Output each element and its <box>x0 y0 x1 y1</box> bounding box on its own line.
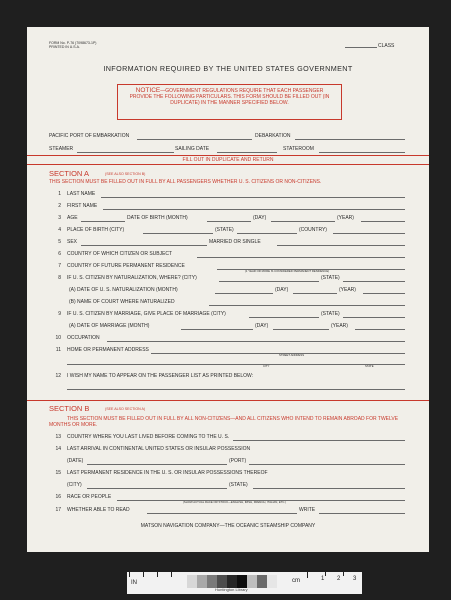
ruler-tick <box>325 572 326 576</box>
ruler-tick <box>157 572 158 577</box>
arrival-port-label: (PORT) <box>229 458 247 464</box>
sailing-date-field[interactable] <box>217 152 277 153</box>
section-a-title: SECTION A <box>49 169 90 178</box>
port-of-embarkation-field[interactable] <box>137 139 252 140</box>
item-number: 15 <box>55 470 61 476</box>
ruler-tick <box>307 572 308 578</box>
debarkation-label: DEBARKATION <box>255 133 291 139</box>
ruler-tick <box>143 572 144 577</box>
steamer-label: STEAMER <box>49 146 74 152</box>
first-name-field[interactable] <box>103 209 405 210</box>
birth-city-label: PLACE OF BIRTH (CITY) <box>67 227 125 233</box>
gray-swatch <box>187 575 197 588</box>
street-address-caption: STREET ADDRESS <box>279 353 305 357</box>
birth-state-label: (STATE) <box>215 227 234 233</box>
marriage-day-field[interactable] <box>273 329 329 330</box>
able-to-write-field[interactable] <box>319 513 405 514</box>
citizenship-label: COUNTRY OF WHICH CITIZEN OR SUBJECT <box>67 251 173 257</box>
class-label: CLASS <box>378 43 395 49</box>
street-address-field[interactable] <box>151 353 405 354</box>
last-arrival-label: LAST ARRIVAL IN CONTINENTAL UNITED STATES OR INSULAR POSSESSION <box>67 446 251 452</box>
race-note: (SHOW ACTUAL RACE OR STOCK—ENGLISH, IRISH, FRENCH, ITALIAN, ETC.) <box>183 500 287 504</box>
steamer-field[interactable] <box>77 152 174 153</box>
occupation-field[interactable] <box>107 341 405 342</box>
naturalization-state-label: (STATE) <box>321 275 340 281</box>
item-number: 2 <box>58 203 61 209</box>
occupation-label: OCCUPATION <box>67 335 100 341</box>
marriage-state-field[interactable] <box>343 317 405 318</box>
citizenship-field[interactable] <box>197 257 405 258</box>
city-caption: CITY <box>263 364 270 368</box>
form-title: INFORMATION REQUIRED BY THE UNITED STATES GOVERNMENT <box>103 64 353 73</box>
notice-text: —GOVERNMENT REGULATIONS REQUIRE THAT EACH PASSENGER PROVIDE THE FOLLOWING PARTICULARS. THIS FORM SHOULD BE FILLED OUT (IN DUPLICATE) IN THE MANNER SPECIFIED BELOW. <box>129 88 330 106</box>
naturalization-year-label: (YEAR) <box>339 287 356 293</box>
section-a-instruction: THIS SECTION MUST BE FILLED OUT IN FULL BY ALL PASSENGERS WHETHER U. S. CITIZENS OR NON-CITIZENS. <box>49 179 322 185</box>
naturalization-day-label: (DAY) <box>275 287 289 293</box>
residence-state-field[interactable] <box>253 488 405 489</box>
item-number: 6 <box>58 251 61 257</box>
naturalization-city-label: IF U. S. CITIZEN BY NATURALIZATION, WHERE? (CITY) <box>67 275 197 281</box>
ruler-tick <box>129 572 130 577</box>
cm-label: cm <box>292 578 300 584</box>
naturalization-year-field[interactable] <box>363 293 405 294</box>
library-credit: Huntington Library <box>215 587 248 592</box>
marriage-city-field[interactable] <box>249 317 319 318</box>
port-of-embarkation-label: PACIFIC PORT OF EMBARKATION <box>49 133 130 139</box>
notice-box <box>117 84 342 120</box>
item-number: 4 <box>58 227 61 233</box>
marriage-year-label: (YEAR) <box>331 323 348 329</box>
residence-city-label: (CITY) <box>67 482 82 488</box>
age-label: AGE <box>67 215 78 221</box>
section-b-title: SECTION B <box>49 404 90 413</box>
ruler-mark: 1 <box>321 576 325 582</box>
marriage-day-label: (DAY) <box>255 323 269 329</box>
divider-top-2 <box>27 164 429 165</box>
last-country-label: COUNTRY WHERE YOU LAST LIVED BEFORE COMING TO THE U. S. <box>67 434 230 440</box>
naturalization-day-field[interactable] <box>293 293 337 294</box>
sex-label: SEX <box>67 239 78 245</box>
marriage-month-field[interactable] <box>181 329 253 330</box>
marriage-date-label: (A) DATE OF MARRIAGE (MONTH) <box>69 323 150 329</box>
dob-month-label: DATE OF BIRTH (MONTH) <box>127 215 188 221</box>
class-field[interactable] <box>345 47 377 48</box>
gray-swatch <box>257 575 267 588</box>
scale-ruler <box>127 572 362 594</box>
item-number: 10 <box>55 335 61 341</box>
last-name-label: LAST NAME <box>67 191 96 197</box>
dob-day-label: (DAY) <box>253 215 267 221</box>
item-number: 7 <box>58 263 61 269</box>
able-to-read-field[interactable] <box>147 513 297 514</box>
arrival-port-field[interactable] <box>249 464 405 465</box>
first-name-label: FIRST NAME <box>67 203 98 209</box>
ruler-mark: 3 <box>353 576 357 582</box>
state-caption: STATE <box>365 364 374 368</box>
able-to-read-label: WHETHER ABLE TO READ <box>67 507 130 513</box>
age-field[interactable] <box>81 221 125 222</box>
marriage-year-field[interactable] <box>355 329 405 330</box>
section-a-see-also: (SEE ALSO SECTION B) <box>105 172 146 176</box>
item-number: 3 <box>58 215 61 221</box>
inch-label: IN <box>131 580 137 586</box>
home-address-label: HOME OR PERMANENT ADDRESS <box>67 347 149 353</box>
naturalization-date-label: (A) DATE OF U. S. NATURALIZATION (MONTH) <box>69 287 178 293</box>
item-number: 17 <box>55 507 61 513</box>
printed-in: PRINTED IN U.S.A. <box>49 45 80 49</box>
gray-swatch <box>197 575 207 588</box>
item-number: 5 <box>58 239 61 245</box>
marriage-state-label: (STATE) <box>321 311 340 317</box>
item-number: 13 <box>55 434 61 440</box>
item-number: 12 <box>55 373 61 379</box>
notice-heading: NOTICE <box>135 87 161 94</box>
gray-swatch <box>267 575 277 588</box>
item-number: 14 <box>55 446 61 452</box>
item-number: 1 <box>58 191 61 197</box>
naturalization-month-field[interactable] <box>215 293 273 294</box>
birth-country-field[interactable] <box>333 233 405 234</box>
sailing-date-label: SAILING DATE <box>175 146 210 152</box>
item-number: 9 <box>58 311 61 317</box>
court-label: (B) NAME OF COURT WHERE NATURALIZED <box>69 299 175 305</box>
divider-middle <box>27 400 429 401</box>
form-sheet <box>27 27 429 552</box>
fill-out-notice: FILL OUT IN DUPLICATE AND RETURN <box>182 157 274 163</box>
last-residence-label: LAST PERMANENT RESIDENCE IN THE U. S. OR INSULAR POSSESSIONS THEREOF <box>67 470 268 476</box>
footer-company: MATSON NAVIGATION COMPANY—THE OCEANIC STEAMSHIP COMPANY <box>140 523 316 529</box>
marital-status-field[interactable] <box>277 245 405 246</box>
section-b-see-also: (SEE ALSO SECTION A) <box>105 407 146 411</box>
ruler-tick <box>343 572 344 576</box>
residence-note: (1 YEAR OR MORE IS CONSIDERED PERMANENT RESIDENCE) <box>245 269 330 273</box>
item-number: 11 <box>55 347 61 353</box>
court-field[interactable] <box>209 305 405 306</box>
dob-day-field[interactable] <box>271 221 335 222</box>
passenger-list-label: I WISH MY NAME TO APPEAR ON THE PASSENGER LIST AS PRINTED BELOW: <box>67 373 254 379</box>
marriage-city-label: IF U. S. CITIZEN BY MARRIAGE, GIVE PLACE OF MARRIAGE (CITY) <box>67 311 226 317</box>
race-label: RACE OR PEOPLE <box>67 494 112 500</box>
dob-month-field[interactable] <box>207 221 251 222</box>
naturalization-city-field[interactable] <box>219 281 319 282</box>
stateroom-field[interactable] <box>319 152 405 153</box>
item-number: 8 <box>58 275 61 281</box>
residence-city-field[interactable] <box>87 488 227 489</box>
future-residence-label: COUNTRY OF FUTURE PERMANENT RESIDENCE <box>67 263 185 269</box>
divider-top <box>27 155 429 156</box>
birth-state-field[interactable] <box>237 233 297 234</box>
birth-country-label: (COUNTRY) <box>299 227 327 233</box>
passenger-list-name-field[interactable] <box>67 389 405 390</box>
arrival-date-field[interactable] <box>87 464 227 465</box>
marital-status-label: MARRIED OR SINGLE <box>209 239 261 245</box>
section-b-instruction: THIS SECTION MUST BE FILLED OUT IN FULL BY ALL NON-CITIZENS—AND ALL CITIZENS WHO INTEND TO REMAIN ABROAD FOR TWELVE MONTHS OR MORE. <box>49 416 399 428</box>
able-to-write-label: WRITE <box>299 507 316 513</box>
sex-field[interactable] <box>81 245 207 246</box>
form-number: FORM No. P-76 (7098673-1P) <box>49 41 97 45</box>
stateroom-label: STATEROOM <box>283 146 314 152</box>
item-number: 16 <box>55 494 61 500</box>
dob-year-label: (YEAR) <box>337 215 354 221</box>
debarkation-field[interactable] <box>295 139 405 140</box>
naturalization-state-field[interactable] <box>343 281 405 282</box>
ruler-tick <box>171 572 172 577</box>
gray-swatch <box>247 575 257 588</box>
city-state-field[interactable] <box>67 364 405 365</box>
dob-year-field[interactable] <box>361 221 405 222</box>
birth-city-field[interactable] <box>143 233 213 234</box>
last-name-field[interactable] <box>101 197 405 198</box>
residence-state-label: (STATE) <box>229 482 248 488</box>
arrival-date-label: (DATE) <box>67 458 84 464</box>
ruler-mark: 2 <box>337 576 341 582</box>
last-country-field[interactable] <box>233 440 405 441</box>
